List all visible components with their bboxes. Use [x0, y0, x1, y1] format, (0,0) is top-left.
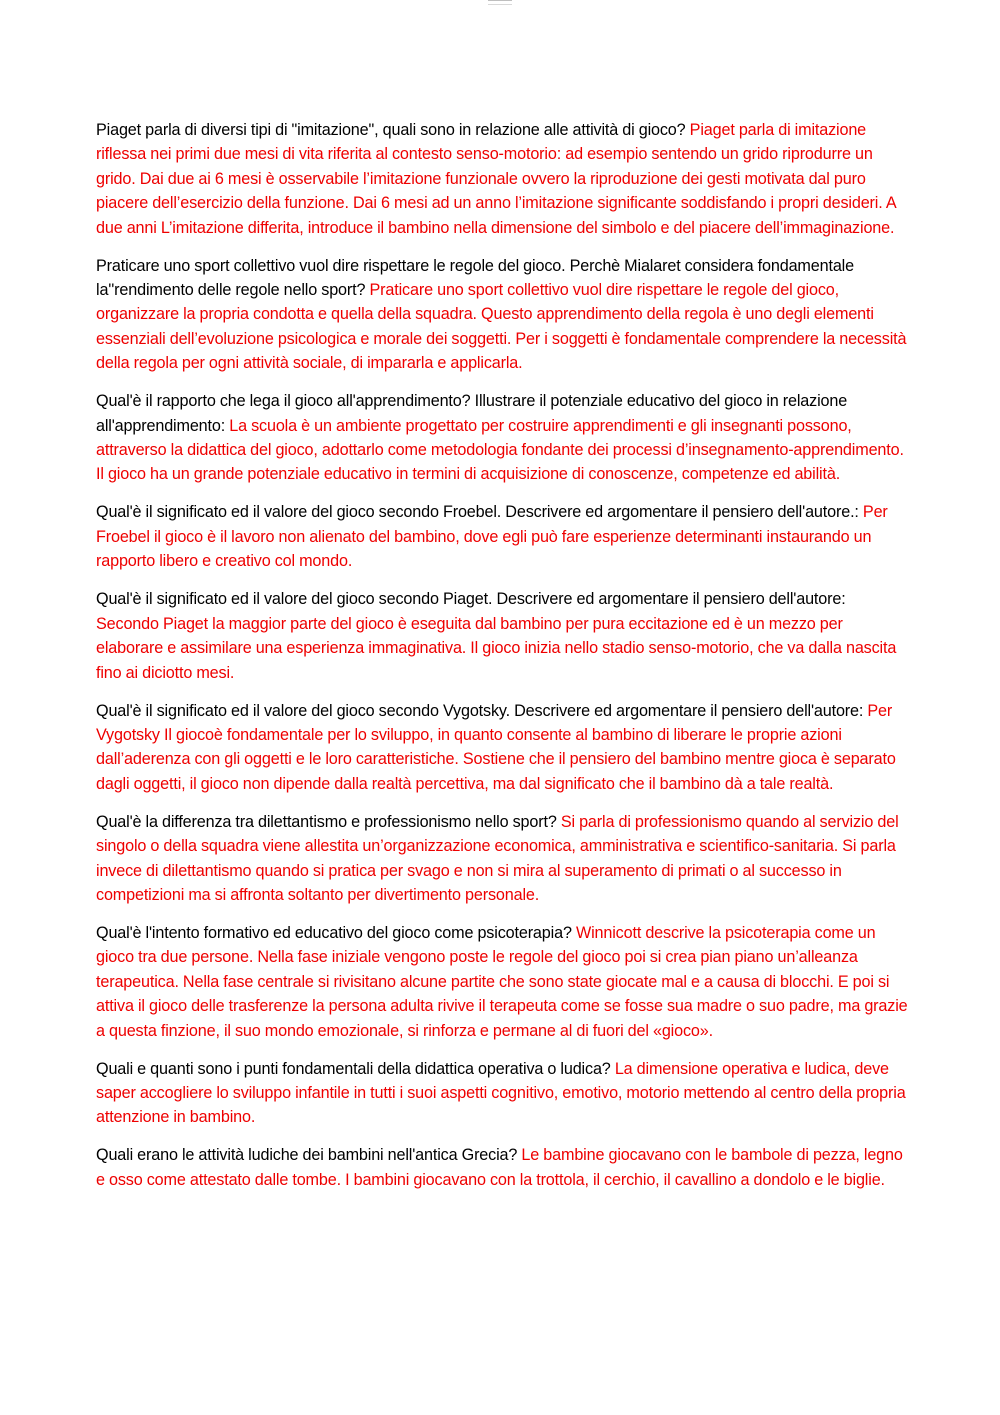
qa-item: [96, 254, 908, 376]
question-text: Qual'è il rapporto che lega il gioco all'apprendimento? Illustrare il potenziale educativo del gioco in relazione all'apprendimento:: [96, 392, 848, 435]
answer-text: La scuola è un ambiente progettato per costruire apprendimenti e gli insegnanti possono, attraverso la didattica del gioco, adottarlo come metodologia fondante dei processi d’insegnamento-apprendimento. Il gioco ha un grande potenziale educativo in termini di acquisizione di conoscenze, competenze ed abilità.: [96, 416, 904, 484]
question-text: Qual'è il significato ed il valore del gioco secondo Froebel. Descrivere ed argomentare il pensiero dell'autore.:: [96, 503, 859, 522]
answer-text: Le bambine giocavano con le bambole di pezza, legno e osso come attestato dalle tombe. I bambini giocavano con la trottola, il cerchio, il cavallino a dondolo e le biglie.: [96, 1146, 903, 1189]
qa-item: [96, 810, 908, 908]
qa-item: [96, 699, 908, 797]
answer-text: Per Vygotsky Il giocoè fondamentale per lo sviluppo, in quanto consente al bambino di liberare le proprie azioni dall’aderenza con gli oggetti e le loro caratteristiche. Sostiene che il pensiero del bambino mentre gioca è separato dagli oggetti, il gioco non dipende dalla realtà percettiva, ma dal significato che il bambino dà a tale realtà.: [96, 701, 896, 793]
answer-text: Winnicott descrive la psicoterapia come un gioco tra due persone. Nella fase iniziale vengono poste le regole del gioco poi si crea pian piano un’alleanza terapeutica. Nella fase centrale si rivisitano alcune partite che sono state giocate mal e a causa di blocchi. E poi si attiva il gioco delle trasferenze la persona adulta rivive il terapeuta come se fosse sua madre o suo padre, ma grazie a questa finzione, il suo mondo emozionale, si rinforza e permane al di fuori del «gioco».: [96, 923, 908, 1040]
qa-item: [96, 500, 908, 573]
question-text: Qual'è il significato ed il valore del gioco secondo Vygotsky. Descrivere ed argomentare il pensiero dell'autore:: [96, 701, 864, 720]
question-text: Quali erano le attività ludiche dei bambini nell'antica Grecia?: [96, 1146, 518, 1165]
page-header-mark: [488, 0, 512, 5]
question-text: Qual'è l'intento formativo ed educativo del gioco come psicoterapia?: [96, 923, 572, 942]
answer-text: Piaget parla di imitazione riflessa nei primi due mesi di vita riferita al contesto senso-motorio: ad esempio sentendo un grido riprodurre un grido. Dai due ai 6 mesi è osservabile l’imitazione funzionale ovvero la riproduzione dei gesti motivata dal puro piacere dell’esercizio della funzione. Dai 6 mesi ad un anno l’imitazione significante soddisfando i propri desideri. A due anni L’imitazione differita, introduce il bambino nella dimensione del simbolo e del piacere dell’immaginazione.: [96, 121, 896, 237]
question-text: Quali e quanti sono i punti fondamentali della didattica operativa o ludica?: [96, 1059, 611, 1078]
qa-item: [96, 587, 908, 685]
question-text: Piaget parla di diversi tipi di "imitazione", quali sono in relazione alle attività di gioco?: [96, 121, 686, 139]
answer-text: Praticare uno sport collettivo vuol dire rispettare le regole del gioco, organizzare la propria condotta e quella della squadra. Questo apprendimento della regola è uno degli elementi essenziali dell’evoluzione psicologica e morale dei soggetti. Per i soggetti è fondamentale comprendere la necessità della regola per ogni attività sociale, di impararla e applicarla.: [96, 281, 907, 373]
answer-text: Secondo Piaget la maggior parte del gioco è eseguita dal bambino per pura eccitazione ed è un mezzo per elaborare e assimilare una esperienza immaginativa. Il gioco inizia nello stadio senso-motorio, che va dalla nascita fino ai diciotto mesi.: [96, 614, 897, 682]
qa-item: [96, 389, 908, 487]
answer-text: Si parla di professionismo quando al servizio del singolo o della squadra viene allestita un’organizzazione economica, amministrativa e scientifico-sanitaria. Si parla invece di dilettantismo quando si pratica per svago e non si mira al superamento di primati o al successo in competizioni ma si affronta soltanto per divertimento personale.: [96, 812, 899, 904]
question-text: Qual'è la differenza tra dilettantismo e professionismo nello sport?: [96, 812, 557, 831]
question-text: Praticare uno sport collettivo vuol dire rispettare le regole del gioco. Perchè Mialaret considera fondamentale la''rendimento delle regole nello sport?: [96, 256, 854, 300]
question-text: Qual'è il significato ed il valore del gioco secondo Piaget. Descrivere ed argomentare il pensiero dell'autore:: [96, 590, 846, 609]
qa-item: [96, 1143, 908, 1192]
answer-text: La dimensione operativa e ludica, deve saper accogliere lo sviluppo infantile in tutti i suoi aspetti cognitivo, emotivo, motorio mettendo al centro della propria attenzione in bambino.: [96, 1059, 906, 1127]
qa-item: [96, 921, 908, 1043]
qa-list: [96, 118, 908, 1206]
answer-text: Per Froebel il gioco è il lavoro non alienato del bambino, dove egli può fare esperienze determinanti instaurando un rapporto libero e creativo col mondo.: [96, 503, 888, 571]
qa-item: [96, 1057, 908, 1130]
qa-item: [96, 118, 908, 240]
